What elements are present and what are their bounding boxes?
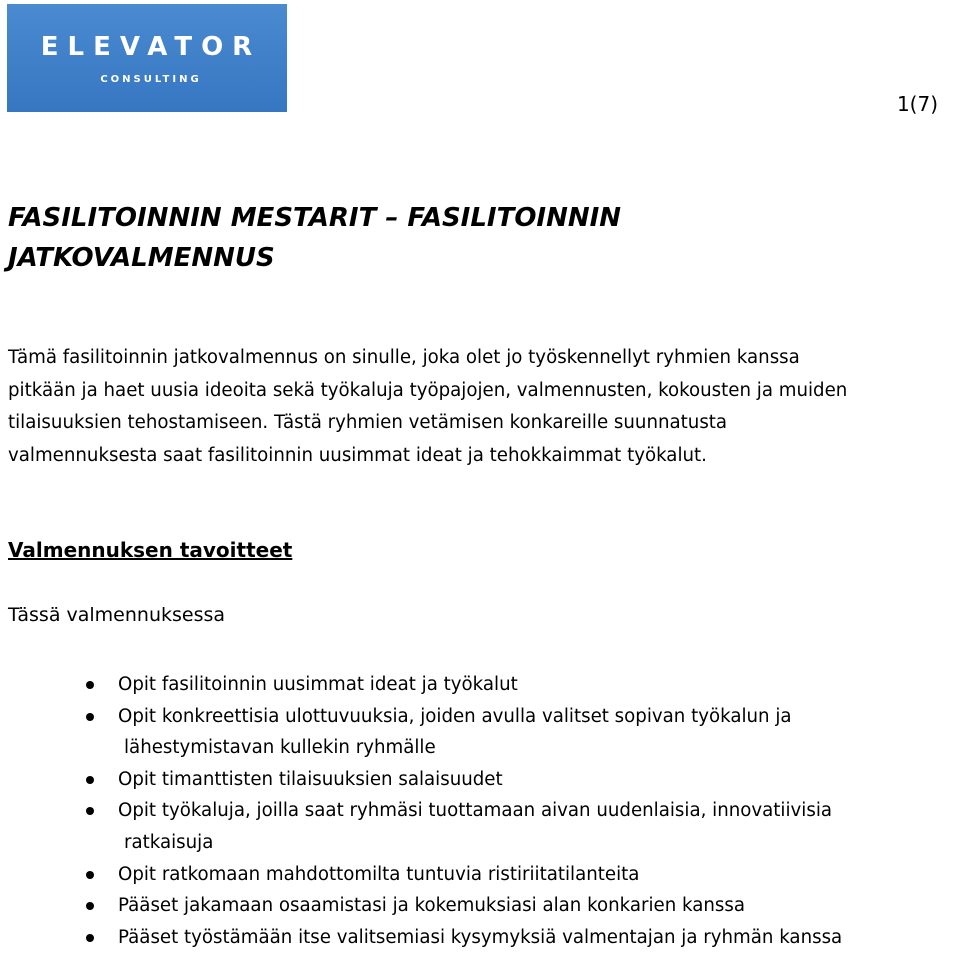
list-item <box>84 859 954 891</box>
title-line: FASILITOINNIN MESTARIT – FASILITOINNIN <box>8 203 622 233</box>
list-item-continuation: ratkaisuja <box>124 831 214 853</box>
list-item-text: Pääset työstämään itse valitsemiasi kysymyksiä valmentajan ja ryhmän kanssa <box>118 926 843 948</box>
intro-line: Tämä fasilitoinnin jatkovalmennus on sinulle, joka olet jo työskennellyt ryhmien kanssa <box>8 347 800 368</box>
bullet-icon <box>86 776 94 784</box>
company-logo <box>7 4 287 112</box>
list-item <box>84 764 954 796</box>
list-item <box>84 701 954 764</box>
list-item <box>84 922 954 953</box>
bullet-icon <box>86 713 94 721</box>
list-item-text: Pääset jakamaan osaamistasi ja kokemuksiasi alan konkarien kanssa <box>118 895 745 917</box>
bullet-icon <box>86 934 94 942</box>
bullet-icon <box>86 902 94 910</box>
page-number: 1(7) <box>896 92 938 116</box>
intro-paragraph <box>8 342 953 472</box>
list-item <box>84 890 954 922</box>
bullet-icon <box>86 807 94 815</box>
list-item-continuation: lähestymistavan kullekin ryhmälle <box>124 737 436 759</box>
list-item-text: Opit timanttisten tilaisuuksien salaisuudet <box>118 768 503 790</box>
bullet-icon <box>86 681 94 689</box>
list-item-text: Opit konkreettisia ulottuvuuksia, joiden avulla valitset sopivan työkalun ja <box>118 705 792 727</box>
list-item-text: Opit fasilitoinnin uusimmat ideat ja työkalut <box>118 674 518 695</box>
intro-line: tilaisuuksien tehostamiseen. Tästä ryhmien vetämisen konkareille suunnatusta <box>8 412 728 433</box>
logo-subtitle: CONSULTING <box>100 74 202 85</box>
list-item-text: Opit työkaluja, joilla saat ryhmäsi tuottamaan aivan uudenlaisia, innovatiivisia <box>118 800 833 822</box>
section-heading: Valmennuksen tavoitteet <box>8 538 293 562</box>
title-line: JATKOVALMENNUS <box>8 243 275 273</box>
intro-line: pitkään ja haet uusia ideoita sekä työkaluja työpajojen, valmennusten, kokousten ja muiden <box>8 379 848 401</box>
goals-list <box>84 669 954 953</box>
logo-wordmark: ELEVATOR <box>40 32 262 62</box>
lead-text: Tässä valmennuksessa <box>8 604 226 626</box>
list-item <box>84 669 954 701</box>
document-title <box>8 198 908 278</box>
list-item-text: Opit ratkomaan mahdottomilta tuntuvia ristiriitatilanteita <box>118 863 640 885</box>
bullet-icon <box>86 871 94 879</box>
list-item <box>84 795 954 858</box>
intro-line: valmennuksesta saat fasilitoinnin uusimmat ideat ja tehokkaimmat työkalut. <box>8 444 707 466</box>
